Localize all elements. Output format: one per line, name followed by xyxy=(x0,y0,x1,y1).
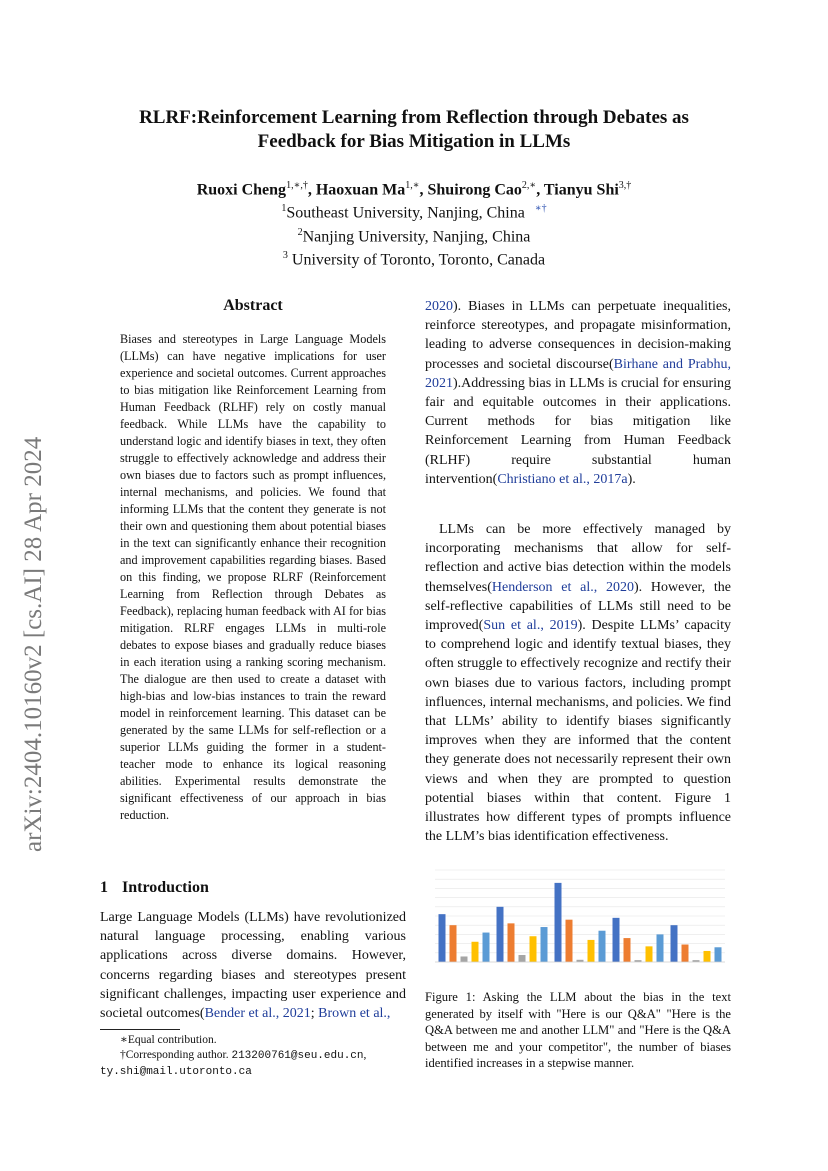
stray-marks: ∗† xyxy=(534,203,547,215)
author-name: Ruoxi Cheng xyxy=(196,181,287,199)
email-link[interactable]: 213200761@seu.edu.cn xyxy=(231,1050,364,1062)
bar xyxy=(555,883,562,962)
section-heading xyxy=(100,879,209,897)
body-text: ).Addressing bias in LLMs is crucial for ensuring fair and equitable outcomes in their applications. Current methods for bias mitigation like Reinforcement Learning from Human Feedback (RLHF) require substantial human intervention( xyxy=(425,375,731,487)
bar xyxy=(497,907,504,962)
citation-link[interactable]: 2020 xyxy=(425,299,453,314)
bar xyxy=(704,951,711,962)
bar xyxy=(439,914,446,962)
bar xyxy=(530,936,537,962)
body-text: ). Despite LLMs’ capacity to comprehend logic and identify textual biases, they often struggle to effectively recognize and rectify their own biases due to various factors, including prompt influences, internal mechanisms, and policies. We find that LLMs’ ability to identify biases significantly improves when they are informed that the content they generate does not necessarily represent their own views and when they are prompted to question potential biases within that content. Figure 1 illustrates how different types of prompts influence the LLM’s bias identification effectiveness. xyxy=(425,618,732,845)
footnote-rule xyxy=(100,1029,180,1030)
figure-caption: Figure 1: Asking the LLM about the bias in the text generated by itself with "Here is our Q&A" "Here is the Q&A between me and another LLM" and "Here is the Q&A between me and your competitor", the number of biases identified increases in a stepwise manner. xyxy=(425,990,731,1070)
body-text: ). xyxy=(627,471,636,487)
body-text: LLMs can be more effectively managed by incorporating mechanisms that allow for self-reflection and active bias detection within the models themselves( xyxy=(425,522,731,595)
bar xyxy=(566,920,573,962)
affiliation xyxy=(100,246,728,269)
body-text: ). Biases in LLMs can perpetuate inequalities, reinforce stereotypes, and propagate misinformation, leading to adverse consequences in decision-making processes and societal discourse( xyxy=(425,299,731,372)
author-marks: 1,∗ xyxy=(405,180,420,191)
bar xyxy=(624,938,631,962)
author-marks: 1,∗,† xyxy=(286,180,308,191)
bar xyxy=(599,931,606,962)
author-name: Shuirong Cao xyxy=(427,181,522,199)
bar xyxy=(541,927,548,962)
citation-link[interactable]: Sun et al., 2019 xyxy=(483,618,578,634)
bar xyxy=(715,947,722,962)
author-name: Haoxuan Ma xyxy=(315,181,406,199)
author-name: Tianyu Shi xyxy=(543,181,619,199)
affiliation-text: Nanjing University, Nanjing, China xyxy=(302,227,531,245)
paper-title: RLRF:Reinforcement Learning from Reflection through Debates as Feedback for Bias Mitigation in LLMs xyxy=(139,107,689,152)
intro-paragraph-2 xyxy=(425,520,731,846)
abstract-text: Biases and stereotypes in Large Language Models (LLMs) can have negative implications for user experience and societal outcomes. Current approaches to bias mitigation like Reinforcement Learning from Human Feedback (RLHF) rely on costly manual feedback. While LLMs have the capability to understand logic and identify biases in text, they often struggle to effectively acknowledge and address their own biases due to factors such as prompt influences, internal mechanisms, and policies. We found that informing LLMs that the content they generate is not their own and questioning them about potential biases in the text can significantly enhance their recognition and improvement capabilities regarding biases. Based on this finding, we propose RLRF (Reinforcement Learning from Reflection through Debates as Feedback), replacing human feedback with AI for bias mitigation. RLRF engages LLMs in multi-role debates to expose biases and gradually reduce biases in each iteration using a ranking scoring mechanism. The dialogue are then used to create a dataset with high-bias and low-bias instances to train the reward model in reinforcement learning. This dataset can be generated by the same LLMs for self-reflection or a superior LLMs guiding the former in a student-teacher mode to enhance its logical reasoning abilities. Experimental results demonstrate the significant effectiveness of our approach in bias reduction. xyxy=(120,332,386,822)
abstract-heading: Abstract xyxy=(223,297,283,314)
body-text: Large Language Models (LLMs) have revolutionized natural language processing, enabling various applications across diverse domains. However, concerns regarding biases and stereotypes present significant challenges, impacting user experience and societal outcomes( xyxy=(100,910,406,1022)
citation-link[interactable]: Christiano et al., 2017a xyxy=(497,471,628,487)
bar xyxy=(682,945,689,962)
bar xyxy=(588,940,595,962)
bar xyxy=(472,942,479,962)
section-number: 1 xyxy=(100,879,108,896)
affiliation-mark: 3 xyxy=(282,249,288,261)
affiliation-mark: 1 xyxy=(281,203,287,215)
author-list: Ruoxi Cheng$^{1,∗,\dagger}$, Haoxuan $Ma^{1,∗}$, Shuirong Cao$^{2,∗}$, Tianyu Shi$^{3,\dagger}$ xyxy=(196,180,632,199)
bar xyxy=(646,946,653,962)
affiliation-text: University of Toronto, Toronto, Canada xyxy=(287,251,546,269)
bar xyxy=(519,955,526,962)
footnotes xyxy=(100,1033,406,1080)
bar-chart xyxy=(425,858,731,978)
bar xyxy=(461,956,468,962)
author-marks: 3,† xyxy=(618,180,632,191)
body-text: ). However, the self-reflective capabilities of LLMs still need to be improved( xyxy=(425,579,731,634)
citation-link[interactable]: Henderson et al., 2020 xyxy=(491,579,634,595)
affiliation-text: Southeast University, Nanjing, China xyxy=(286,204,525,222)
bar xyxy=(450,925,457,962)
author-marks: 2,∗ xyxy=(521,180,537,191)
affiliation-mark: 2 xyxy=(297,226,303,238)
email-link[interactable]: ty.shi@mail.utoronto.ca xyxy=(100,1066,252,1078)
affiliation xyxy=(100,223,728,246)
author-block xyxy=(100,176,728,269)
bar xyxy=(671,925,678,962)
footnote-text: †Corresponding author. xyxy=(120,1049,232,1061)
bar xyxy=(613,918,620,962)
footnote-email xyxy=(100,1064,406,1080)
footnote-corresponding: †Corresponding author. 213200761@seu.edu.cn, xyxy=(120,1049,367,1062)
bar xyxy=(508,923,515,962)
intro-paragraph-1 xyxy=(100,908,406,1023)
bar xyxy=(483,933,490,962)
intro-paragraph-1-continued xyxy=(425,297,731,489)
bar xyxy=(657,934,664,962)
footnote-equal: ∗Equal contribution. xyxy=(120,1034,217,1046)
affiliation xyxy=(100,199,728,222)
section-title: Introduction xyxy=(122,879,209,896)
arxiv-identifier: arXiv:2404.10160v2 [cs.AI] 28 Apr 2024 xyxy=(20,436,47,852)
citation-link[interactable]: Bender et al., 2021 xyxy=(204,1006,311,1022)
arxiv-sidebar xyxy=(20,372,52,852)
figure-1 xyxy=(425,858,731,978)
citation-link[interactable]: Brown et al., xyxy=(318,1006,391,1022)
body-text: ; xyxy=(310,1006,319,1022)
citation-link[interactable]: Birhane and Prabhu, 2021 xyxy=(425,356,731,391)
